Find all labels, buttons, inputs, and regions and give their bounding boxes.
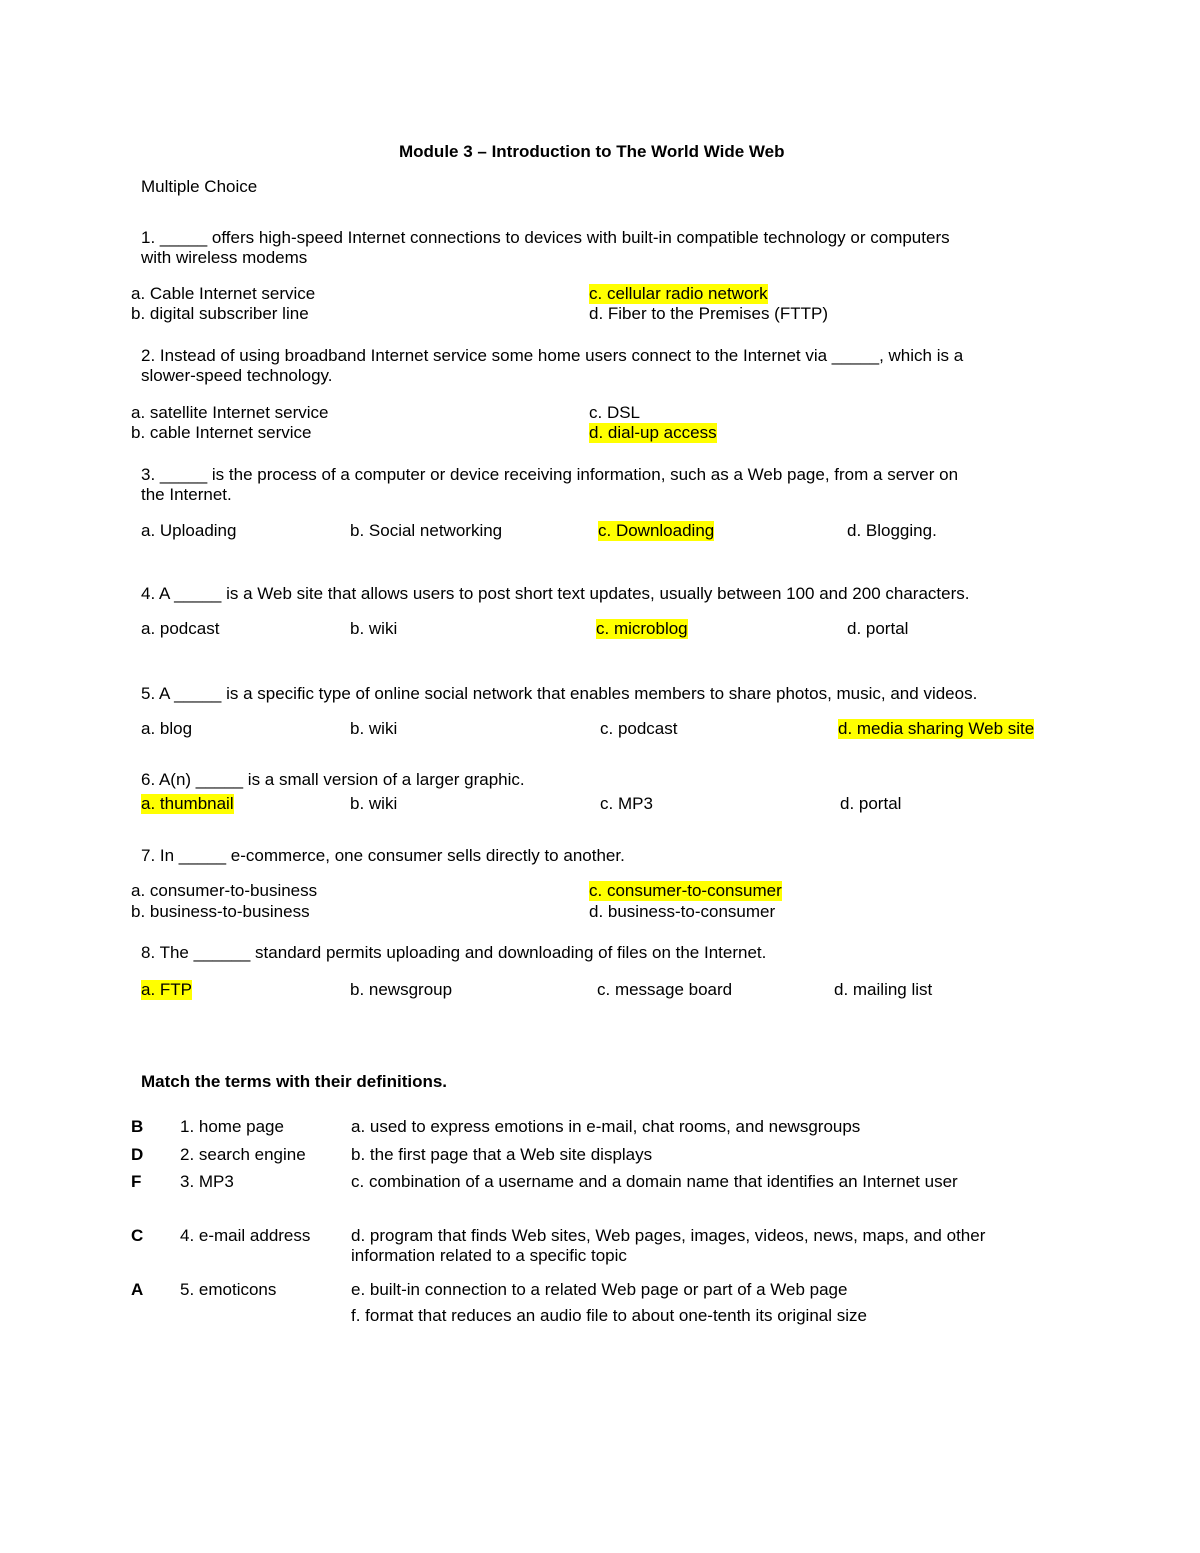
question-6-stem: 6. A(n) _____ is a small version of a larger graphic. [141, 770, 525, 789]
question-6-option-b: b. wiki [350, 794, 398, 813]
question-7-option-b: b. business-to-business [131, 902, 310, 921]
matching-term-2: 2. search engine [180, 1145, 306, 1164]
question-8-option-b: b. newsgroup [350, 980, 453, 999]
question-8-option-d: d. mailing list [834, 980, 933, 999]
question-5-option-d-answer: d. media sharing Web site [838, 719, 1035, 738]
question-7-option-c-answer: c. consumer-to-consumer [589, 881, 782, 900]
document-title: Module 3 – Introduction to The World Wide Web [399, 142, 785, 161]
question-2-stem-line2: slower-speed technology. [141, 366, 333, 385]
question-2-option-d-answer: d. dial-up access [589, 423, 717, 442]
matching-definition-e: e. built-in connection to a related Web page or part of a Web page [351, 1280, 848, 1299]
question-3-option-a: a. Uploading [141, 521, 237, 540]
question-5-option-c: c. podcast [600, 719, 678, 738]
matching-definition-c: c. combination of a username and a domain name that identifies an Internet user [351, 1172, 958, 1191]
question-7-option-a: a. consumer-to-business [131, 881, 318, 900]
matching-definition-a: a. used to express emotions in e-mail, chat rooms, and newsgroups [351, 1117, 861, 1136]
question-3-stem: 3. _____ is the process of a computer or device receiving information, such as a Web page, from a server on [141, 465, 959, 484]
question-5-option-a: a. blog [141, 719, 193, 738]
question-2-option-a: a. satellite Internet service [131, 403, 329, 422]
question-2-option-c: c. DSL [589, 403, 641, 422]
matching-definition-f: f. format that reduces an audio file to about one-tenth its original size [351, 1306, 867, 1325]
matching-heading: Match the terms with their definitions. [141, 1072, 448, 1091]
matching-term-3: 3. MP3 [180, 1172, 234, 1191]
matching-definition-d-line2: information related to a specific topic [351, 1246, 627, 1265]
section-heading-multiple-choice: Multiple Choice [141, 177, 258, 196]
question-3-option-c-answer: c. Downloading [598, 521, 715, 540]
question-3-option-b: b. Social networking [350, 521, 503, 540]
question-6-option-a-answer: a. thumbnail [141, 794, 234, 813]
question-7-stem: 7. In _____ e-commerce, one consumer sells directly to another. [141, 846, 625, 865]
question-6-option-c: c. MP3 [600, 794, 653, 813]
matching-definition-b: b. the first page that a Web site displays [351, 1145, 653, 1164]
question-1-option-a: a. Cable Internet service [131, 284, 316, 303]
matching-answer-1: B [131, 1117, 144, 1136]
matching-answer-2: D [131, 1145, 144, 1164]
question-4-option-b: b. wiki [350, 619, 398, 638]
question-4-option-c-answer: c. microblog [596, 619, 688, 638]
question-6-option-d: d. portal [840, 794, 902, 813]
question-7-option-d: d. business-to-consumer [589, 902, 776, 921]
question-8-option-c: c. message board [597, 980, 733, 999]
question-1-option-c-answer: c. cellular radio network [589, 284, 768, 303]
matching-term-5: 5. emoticons [180, 1280, 277, 1299]
question-3-option-d: d. Blogging. [847, 521, 937, 540]
matching-answer-3: F [131, 1172, 142, 1191]
question-1-stem: 1. _____ offers high-speed Internet connections to devices with built-in compatible technology or computers [141, 228, 950, 247]
matching-term-1: 1. home page [180, 1117, 284, 1136]
question-2-stem: 2. Instead of using broadband Internet service some home users connect to the Internet via _____, which is a [141, 346, 964, 365]
matching-answer-5: A [131, 1280, 144, 1299]
question-1-stem-line2: with wireless modems [141, 248, 308, 267]
matching-definition-d: d. program that finds Web sites, Web pages, images, videos, news, maps, and other [351, 1226, 986, 1245]
question-8-stem: 8. The ______ standard permits uploading and downloading of files on the Internet. [141, 943, 767, 962]
question-5-stem: 5. A _____ is a specific type of online social network that enables members to share photos, music, and videos. [141, 684, 978, 703]
question-5-option-b: b. wiki [350, 719, 398, 738]
question-2-option-b: b. cable Internet service [131, 423, 312, 442]
question-3-stem-line2: the Internet. [141, 485, 232, 504]
question-4-option-d: d. portal [847, 619, 909, 638]
question-1-option-d: d. Fiber to the Premises (FTTP) [589, 304, 828, 323]
question-8-option-a-answer: a. FTP [141, 980, 193, 999]
matching-answer-4: C [131, 1226, 144, 1245]
question-1-option-b: b. digital subscriber line [131, 304, 309, 323]
matching-term-4: 4. e-mail address [180, 1226, 311, 1245]
question-4-stem: 4. A _____ is a Web site that allows users to post short text updates, usually between 100 and 200 characters. [141, 584, 970, 603]
question-4-option-a: a. podcast [141, 619, 220, 638]
